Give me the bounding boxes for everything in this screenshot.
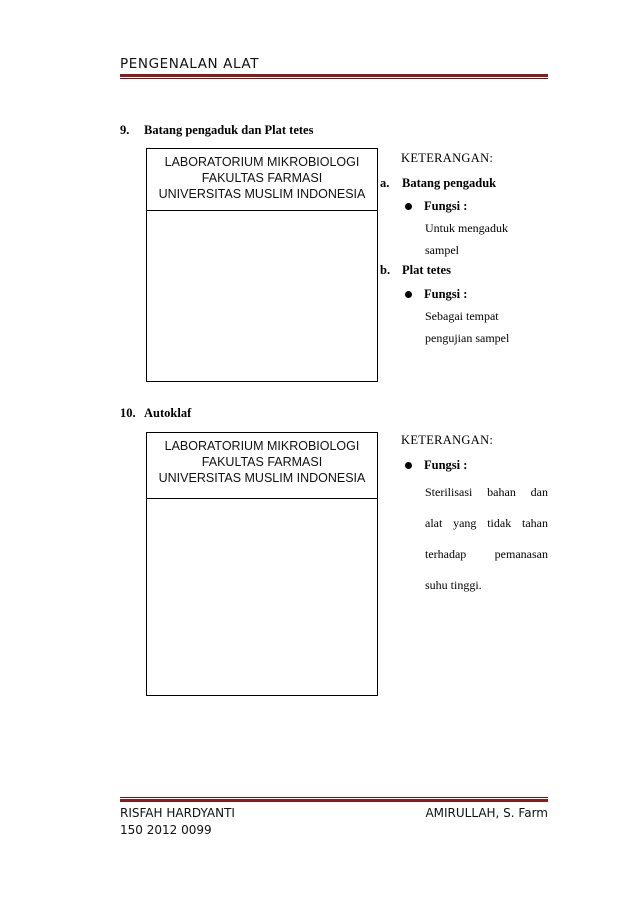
section-10-title bbox=[120, 406, 191, 421]
lab-header bbox=[147, 433, 377, 499]
section-9-item-b bbox=[380, 263, 451, 278]
section-10-fungsi-row bbox=[405, 458, 467, 473]
lab-header-line2: FAKULTAS FARMASI bbox=[201, 171, 323, 185]
item-a-desc-line1: Untuk mengaduk bbox=[425, 221, 508, 235]
item-a-letter: a. bbox=[380, 176, 390, 190]
section-9-keterangan: KETERANGAN: bbox=[401, 151, 494, 165]
lab-header-line1: LABORATORIUM MIKROBIOLOGI bbox=[164, 155, 360, 169]
section-9-title-text: Batang pengaduk dan Plat tetes bbox=[144, 123, 314, 137]
lab-header-line2: FAKULTAS FARMASI bbox=[201, 455, 323, 469]
section-9-number: 9. bbox=[120, 123, 130, 137]
section-9-image-box bbox=[146, 148, 378, 382]
item-a-fungsi: Fungsi : bbox=[424, 199, 468, 213]
bullet-icon bbox=[405, 203, 412, 210]
item-b-fungsi: Fungsi : bbox=[424, 287, 468, 301]
header-rule-thick bbox=[120, 74, 548, 77]
bullet-icon bbox=[405, 291, 412, 298]
page-header-title: PENGENALAN ALAT bbox=[120, 56, 260, 72]
bullet-icon bbox=[405, 462, 412, 469]
footer-author: RISFAH HARDYANTI bbox=[120, 806, 235, 820]
lab-header-line3: UNIVERSITAS MUSLIM INDONESIA bbox=[158, 187, 366, 201]
section-10-keterangan: KETERANGAN: bbox=[401, 433, 494, 447]
item-a-desc-line2: sampel bbox=[425, 243, 459, 257]
section-10-description bbox=[425, 482, 548, 606]
item-b-desc-line2: pengujian sampel bbox=[425, 331, 510, 345]
footer-rule-thin bbox=[120, 797, 548, 798]
item-b-letter: b. bbox=[380, 263, 391, 277]
lab-header bbox=[147, 149, 377, 211]
item-b-description bbox=[425, 306, 509, 348]
section-10-desc-line2: alat yang tidak tahan bbox=[425, 516, 548, 530]
footer-supervisor: AMIRULLAH, S. Farm bbox=[425, 806, 548, 820]
item-b-fungsi-row bbox=[405, 287, 467, 302]
lab-header-line1: LABORATORIUM MIKROBIOLOGI bbox=[164, 439, 360, 453]
item-a-name: Batang pengaduk bbox=[402, 176, 497, 190]
footer-rule-thick bbox=[120, 799, 548, 802]
section-10-image-box bbox=[146, 432, 378, 696]
section-9-item-a bbox=[380, 176, 496, 191]
section-9-title bbox=[120, 123, 313, 138]
item-a-description bbox=[425, 218, 508, 260]
section-10-title-text: Autoklaf bbox=[144, 406, 192, 420]
footer-student-id: 150 2012 0099 bbox=[120, 823, 212, 837]
lab-header-line3: UNIVERSITAS MUSLIM INDONESIA bbox=[158, 471, 366, 485]
section-10-desc-line3: terhadap pemanasan bbox=[425, 547, 548, 561]
item-a-fungsi-row bbox=[405, 199, 467, 214]
item-b-desc-line1: Sebagai tempat bbox=[425, 309, 499, 323]
section-10-desc-line4: suhu tinggi. bbox=[425, 578, 482, 592]
item-b-name: Plat tetes bbox=[402, 263, 451, 277]
section-10-number: 10. bbox=[120, 406, 136, 420]
section-10-fungsi: Fungsi : bbox=[424, 458, 468, 472]
header-rule-thin bbox=[120, 78, 548, 79]
section-10-desc-line1: Sterilisasi bahan dan bbox=[425, 485, 548, 499]
